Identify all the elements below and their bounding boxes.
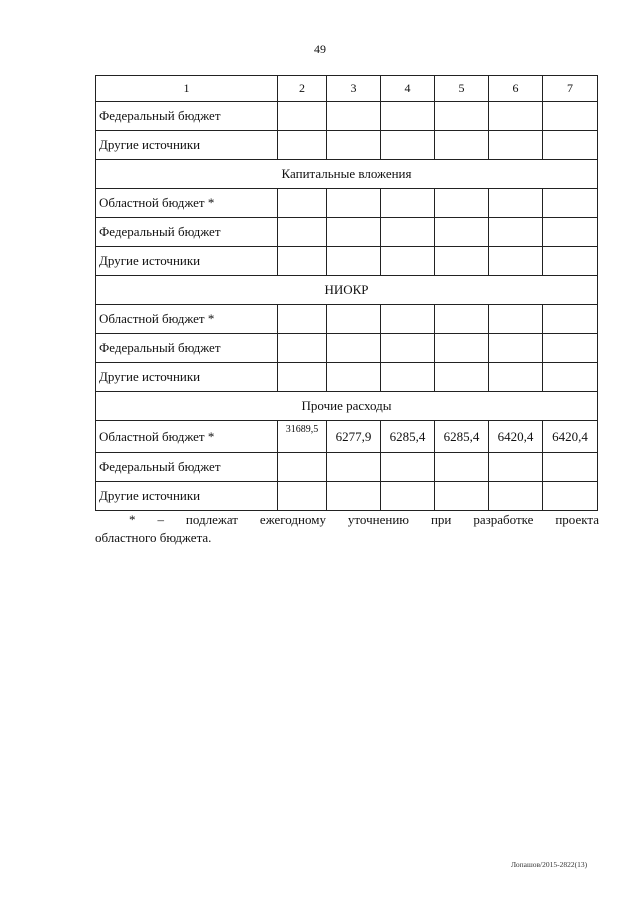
footnote [95,511,599,547]
value-cell [489,482,543,511]
value-cell [489,189,543,218]
value-cell [543,482,598,511]
table-header-row [96,76,598,102]
table-row [96,453,598,482]
value-cell [543,334,598,363]
value-cell [381,334,435,363]
row-label: Федеральный бюджет [96,218,278,247]
row-label: Другие источники [96,363,278,392]
table-row [96,305,598,334]
value-cell [543,131,598,160]
value-cell: 6420,4 [543,421,598,453]
value-cell [543,218,598,247]
footnote-word: * [129,512,136,527]
table-row [96,363,598,392]
value-cell [435,453,489,482]
value-cell [327,247,381,276]
value-cell [489,218,543,247]
value-cell [278,218,327,247]
value-cell [327,453,381,482]
value-cell [435,334,489,363]
value-cell [278,189,327,218]
value-cell [278,334,327,363]
budget-table [95,75,598,511]
page-number: 49 [314,42,326,56]
value-cell [543,453,598,482]
value-cell [381,131,435,160]
footnote-word: – [157,512,164,527]
footnote-word: при [430,512,452,527]
row-label: Федеральный бюджет [96,334,278,363]
footnote-word: проекта [555,512,599,527]
value-cell [435,218,489,247]
value-cell [327,334,381,363]
table-row [96,334,598,363]
value-cell [278,131,327,160]
section-title: НИОКР [96,276,598,305]
value-cell [381,305,435,334]
row-label: Другие источники [96,247,278,276]
value-cell: 6285,4 [435,421,489,453]
value-cell [278,453,327,482]
value-cell [435,363,489,392]
value-cell [381,247,435,276]
value-cell: 31689,5 [278,421,327,453]
value-cell [435,189,489,218]
row-label: Областной бюджет * [96,189,278,218]
value-cell [327,363,381,392]
value-cell [381,453,435,482]
value-cell [489,334,543,363]
value-cell [435,131,489,160]
header-cell: 6 [489,76,543,102]
value-cell [543,305,598,334]
value-cell [327,482,381,511]
value-cell [543,247,598,276]
value-cell [489,102,543,131]
row-label: Другие источники [96,482,278,511]
section-row [96,276,598,305]
row-label: Другие источники [96,131,278,160]
value-cell [381,189,435,218]
value-cell [381,363,435,392]
document-stamp: Лопашов/2015-2822(13) [511,860,588,869]
value-cell [327,218,381,247]
value-cell: 6285,4 [381,421,435,453]
value-cell [489,363,543,392]
value-cell [381,482,435,511]
value-cell [278,482,327,511]
table-row [96,218,598,247]
table-row [96,247,598,276]
value-cell [278,102,327,131]
table-row [96,102,598,131]
value-cell [543,189,598,218]
row-label: Федеральный бюджет [96,453,278,482]
section-row [96,160,598,189]
table-row [96,189,598,218]
header-cell: 2 [278,76,327,102]
value-cell [489,305,543,334]
header-cell: 1 [96,76,278,102]
row-label: Областной бюджет * [96,421,278,453]
section-row [96,392,598,421]
value-cell [381,218,435,247]
row-label: Федеральный бюджет [96,102,278,131]
value-cell: 6420,4 [489,421,543,453]
value-cell: 6277,9 [327,421,381,453]
section-title: Капитальные вложения [96,160,598,189]
value-cell [435,247,489,276]
value-cell [327,305,381,334]
header-cell: 5 [435,76,489,102]
value-cell [327,189,381,218]
footnote-word: ежегодному [259,512,326,527]
row-label: Областной бюджет * [96,305,278,334]
footnote-line-1 [95,511,599,529]
value-cell [489,453,543,482]
table-row [96,131,598,160]
section-title: Прочие расходы [96,392,598,421]
footnote-line-2: областного бюджета. [95,530,212,545]
value-cell [381,102,435,131]
header-cell: 4 [381,76,435,102]
value-cell [435,305,489,334]
value-cell [435,482,489,511]
value-cell [327,102,381,131]
header-cell: 7 [543,76,598,102]
value-cell [327,131,381,160]
value-cell [435,102,489,131]
value-cell [543,102,598,131]
value-cell [489,131,543,160]
value-cell [543,363,598,392]
header-cell: 3 [327,76,381,102]
footnote-word: уточнению [347,512,409,527]
footnote-word: подлежат [185,512,238,527]
value-cell [278,247,327,276]
value-cell [489,247,543,276]
table-row [96,421,598,453]
value-cell [278,363,327,392]
footnote-word: разработке [473,512,534,527]
table-row [96,482,598,511]
value-cell [278,305,327,334]
